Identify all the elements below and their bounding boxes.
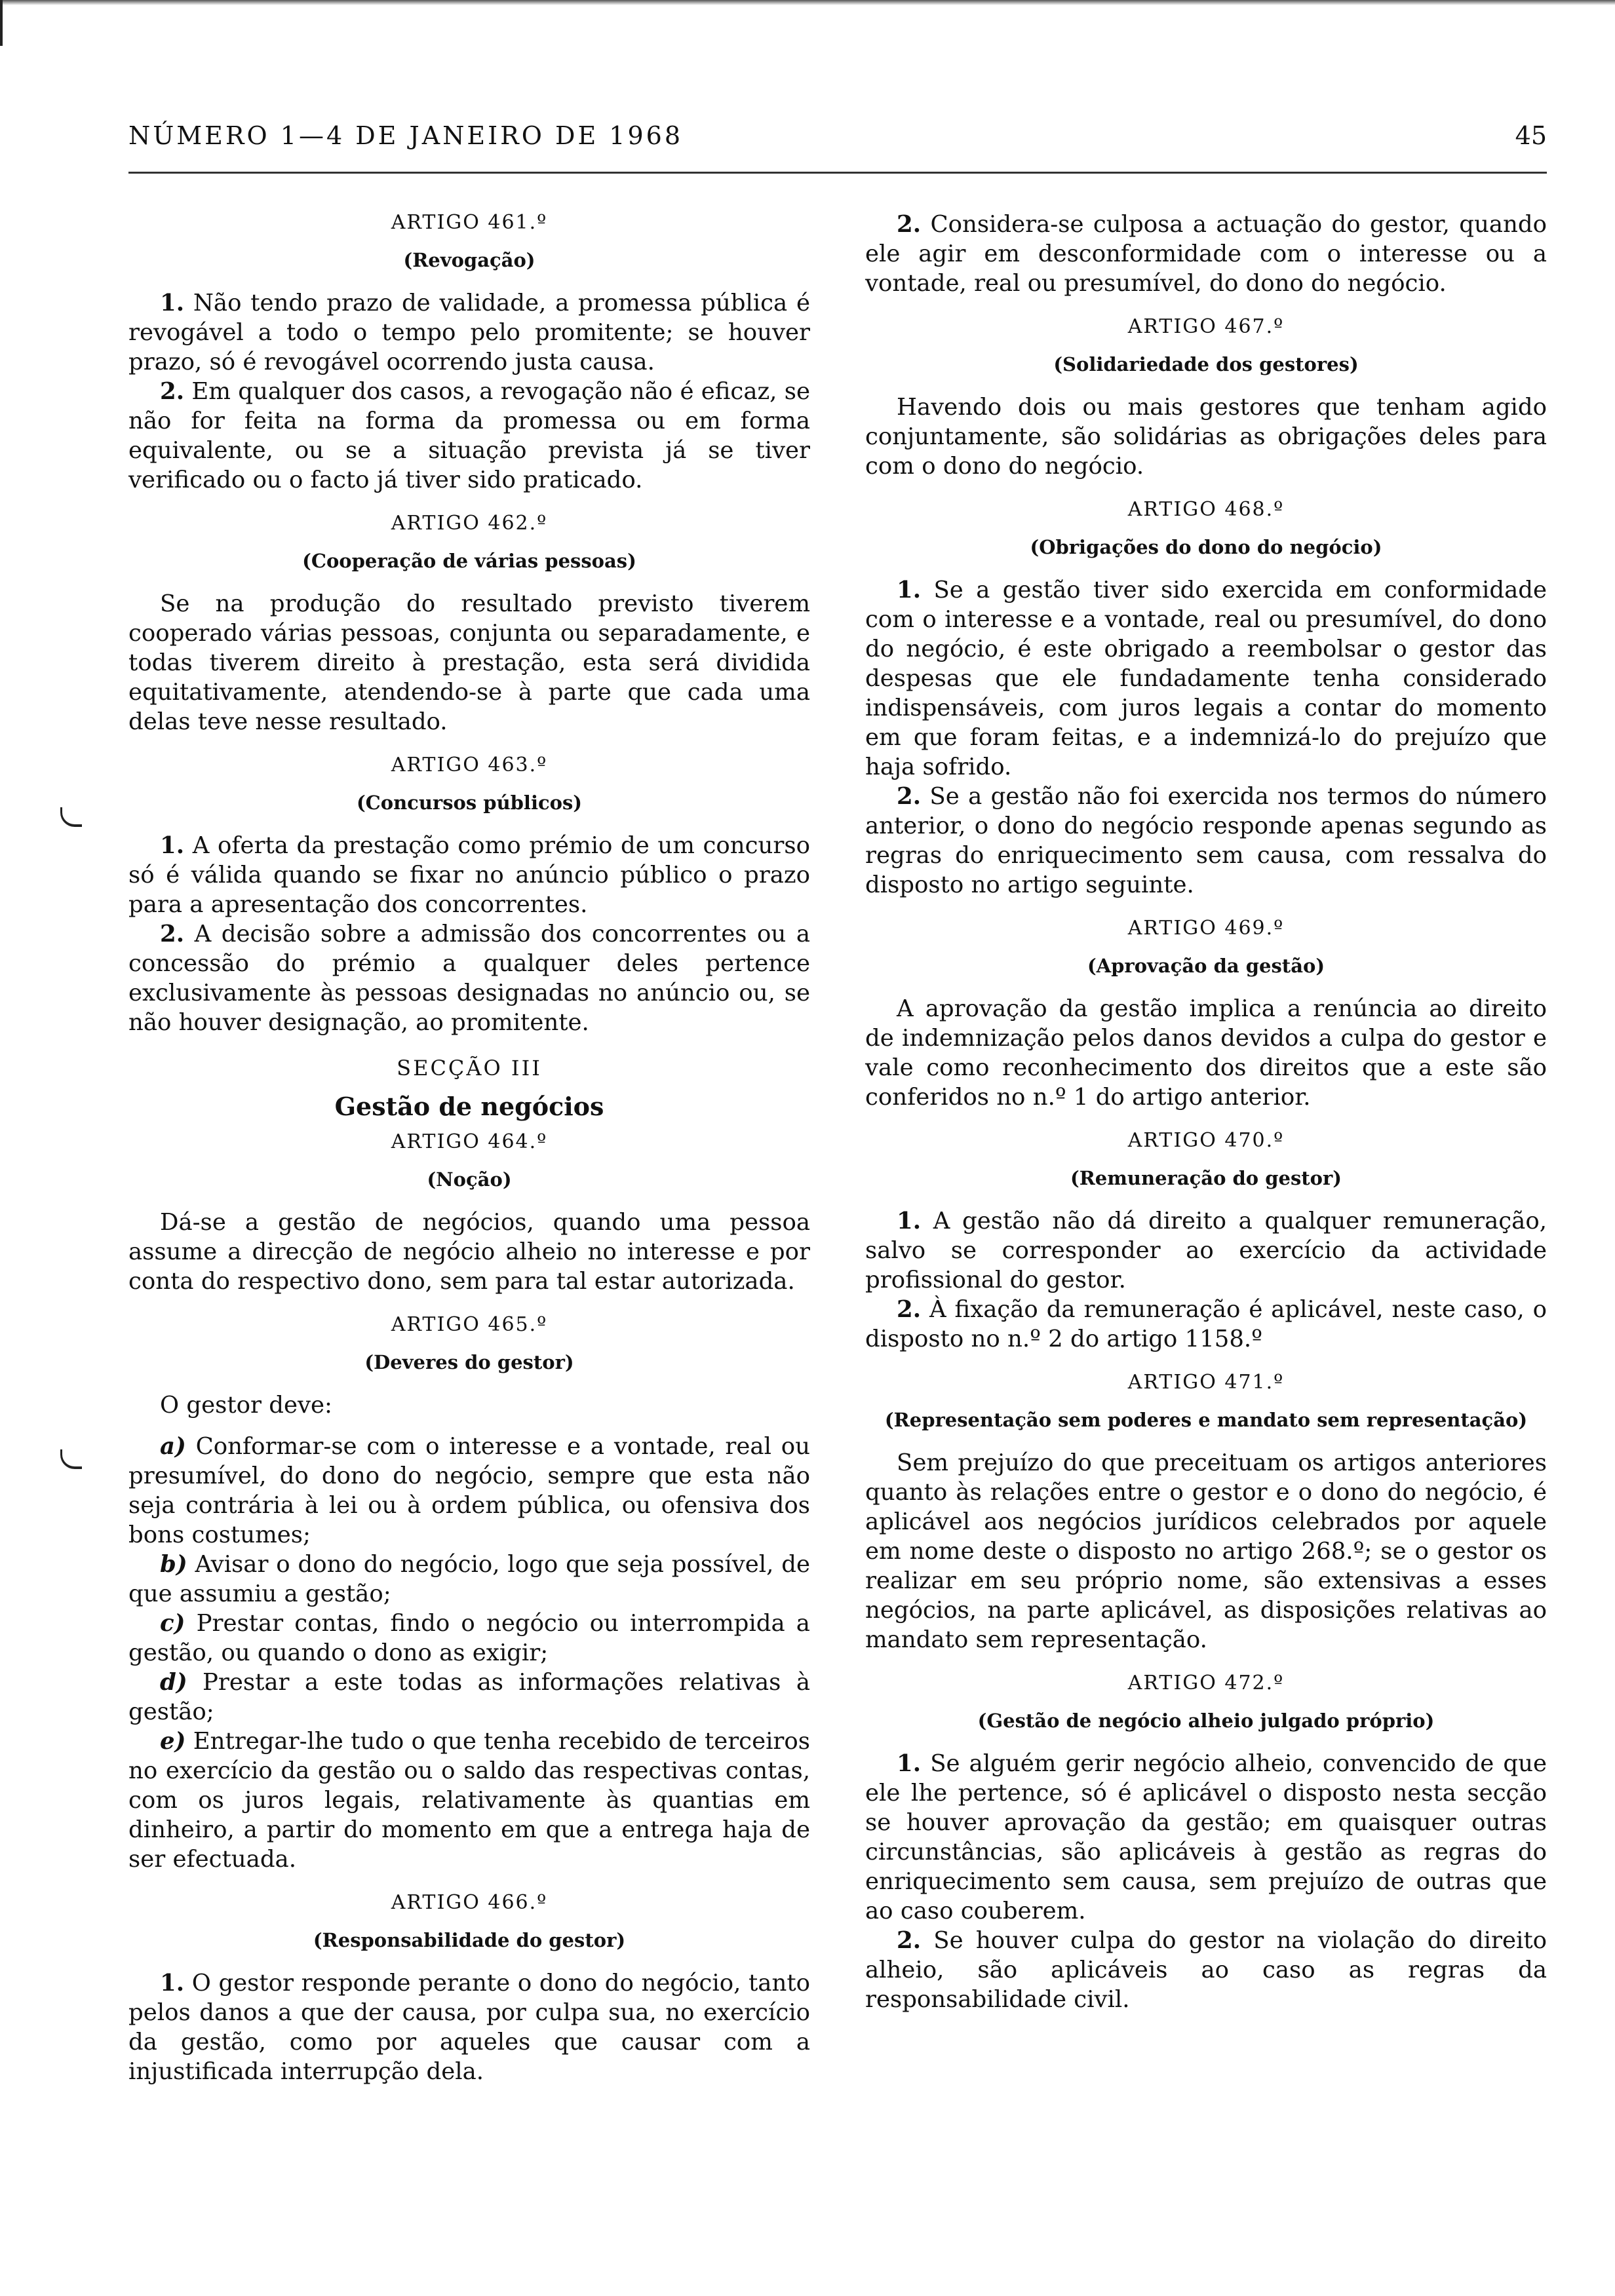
list-item: e) Entregar-lhe tudo o que tenha recebido de terceiros no exercício da gestão ou o saldo das respectivas contas, com os juros legais, relativamente às quantias em dinheiro, a partir do momento em que a entrega haja de ser efectuada.: [128, 1728, 810, 1873]
article-heading: ARTIGO 469.º: [1127, 917, 1285, 940]
paragraph: Se na produção do resultado previsto tiverem cooperado várias pessoas, conjunta ou separadamente, e todas tiverem direito à prestação, esta será dividida equitativamente, atendendo-se à parte que cada uma delas teve nesse resultado.: [128, 590, 810, 735]
paragraph: 1. Não tendo prazo de validade, a promessa pública é revogável a todo o tempo pelo promitente; se houver prazo, só é revogável ocorrendo justa causa.: [128, 290, 810, 375]
list-item: c) Prestar contas, findo o negócio ou interrompida a gestão, ou quando o dono as exigir;: [128, 1610, 810, 1666]
paragraph: 2. Se houver culpa do gestor na violação do direito alheio, são aplicáveis ao caso as regras da responsabilidade civil.: [865, 1927, 1547, 2013]
paragraph: 1. O gestor responde perante o dono do negócio, tanto pelos danos a que der causa, por culpa sua, no exercício da gestão, como por aqueles que causar com a injustificada interrupção dela.: [128, 1970, 810, 2085]
paragraph: 2. Se a gestão não foi exercida nos termos do número anterior, o dono do negócio responde apenas segundo as regras do enriquecimento sem causa, com ressalva do disposto no artigo seguinte.: [865, 783, 1547, 898]
article-title: (Concursos públicos): [356, 792, 583, 814]
list-item: a) Conformar-se com o interesse e a vontade, real ou presumível, do dono do negócio, sempre que esta não seja contrária à lei ou à ordem pública, ou ofensiva dos bons costumes;: [128, 1433, 810, 1548]
page-header: [128, 115, 1547, 161]
paragraph: 1. A oferta da prestação como prémio de um concurso só é válida quando se fixar no anúncio público o prazo para a apresentação dos concorrentes.: [128, 832, 810, 918]
article-title: (Gestão de negócio alheio julgado próprio): [977, 1710, 1435, 1732]
paragraph: A aprovação da gestão implica a renúncia ao direito de indemnização pelos danos devidos a culpa do gestor e vale como reconhecimento dos direitos que a este são conferidos no n.º 1 do artigo anterior.: [865, 995, 1547, 1111]
paragraph: Sem prejuízo do que preceituam os artigos anteriores quanto às relações entre o gestor e o dono do negócio, é aplicável aos negócios jurídicos celebrados por aquele em nome deste o disposto no artigo 268.º; se o gestor os realizar em seu próprio nome, são extensivas a esses negócios, na parte aplicável, as disposições relativas ao mandato sem representação.: [865, 1449, 1547, 1653]
article-title: (Responsabilidade do gestor): [313, 1929, 626, 1951]
scan-left-mark: [0, 0, 3, 46]
paragraph: 1. Se a gestão tiver sido exercida em conformidade com o interesse e a vontade, real ou presumível, do dono do negócio, é este obrigado a reembolsar o gestor das despesas que ele fundadamente tenha considerado indispensáveis, com juros legais a contar do momento em que foram feitas, e a indemnizá-lo do prejuízo que haja sofrido.: [865, 577, 1547, 780]
article-title: (Revogação): [403, 249, 535, 271]
article-heading: ARTIGO 468.º: [1127, 498, 1285, 521]
article-heading: ARTIGO 472.º: [1127, 1672, 1285, 1694]
section-heading: SECÇÃO III: [397, 1056, 542, 1081]
article-heading: ARTIGO 463.º: [391, 754, 548, 776]
article-title: (Deveres do gestor): [364, 1351, 574, 1373]
list-item: b) Avisar o dono do negócio, logo que seja possível, de que assumiu a gestão;: [128, 1551, 810, 1607]
article-heading: ARTIGO 461.º: [391, 211, 548, 234]
article-heading: ARTIGO 466.º: [391, 1891, 548, 1914]
article-heading: ARTIGO 464.º: [391, 1130, 548, 1153]
article-title: (Solidariedade dos gestores): [1053, 353, 1359, 375]
left-column: [128, 210, 810, 2086]
article-heading: ARTIGO 462.º: [391, 512, 548, 535]
right-column: [865, 210, 1547, 2014]
article-title: (Representação sem poderes e mandato sem representação): [884, 1409, 1528, 1431]
article-heading: ARTIGO 471.º: [1127, 1371, 1285, 1394]
article-title: (Obrigações do dono do negócio): [1030, 536, 1382, 558]
paragraph: Havendo dois ou mais gestores que tenham agido conjuntamente, são solidárias as obrigações deles para com o dono do negócio.: [865, 394, 1547, 480]
list-item: d) Prestar a este todas as informações relativas à gestão;: [128, 1669, 810, 1725]
paragraph: Dá-se a gestão de negócios, quando uma pessoa assume a direcção de negócio alheio no interesse e por conta do respectivo dono, sem para tal estar autorizada.: [128, 1209, 810, 1295]
article-heading: ARTIGO 470.º: [1127, 1129, 1285, 1152]
article-title: (Remuneração do gestor): [1070, 1167, 1342, 1189]
margin-mark: [60, 1449, 82, 1469]
article-heading: ARTIGO 465.º: [391, 1313, 548, 1336]
page-number: 45: [1515, 121, 1547, 150]
paragraph: O gestor deve:: [160, 1392, 332, 1419]
article-title: (Noção): [427, 1168, 512, 1191]
section-title: Gestão de negócios: [334, 1092, 604, 1121]
paragraph: 2. À fixação da remuneração é aplicável, neste caso, o disposto no n.º 2 do artigo 1158.º: [865, 1296, 1547, 1352]
paragraph: 1. A gestão não dá direito a qualquer remuneração, salvo se corresponder ao exercício da actividade profissional do gestor.: [865, 1208, 1547, 1293]
margin-mark: [60, 807, 82, 827]
paragraph: 2. Considera-se culposa a actuação do gestor, quando ele agir em desconformidade com o interesse ou a vontade, real ou presumível, do dono do negócio.: [865, 211, 1547, 297]
scan-top-edge: [0, 0, 1615, 5]
header-rule: [128, 172, 1547, 174]
header-issue-date: NÚMERO 1—4 DE JANEIRO DE 1968: [128, 121, 683, 150]
article-heading: ARTIGO 467.º: [1127, 315, 1285, 338]
paragraph: 2. Em qualquer dos casos, a revogação não é eficaz, se não for feita na forma da promessa ou em forma equivalente, ou se a situação prevista já se tiver verificado ou o facto já tiver sido praticado.: [128, 378, 810, 493]
article-title: (Aprovação da gestão): [1087, 955, 1325, 977]
paragraph: 1. Se alguém gerir negócio alheio, convencido de que ele lhe pertence, só é aplicável o disposto nesta secção se houver aprovação da gestão; em quaisquer outras circunstâncias, são aplicáveis à gestão as regras do enriquecimento sem causa, sem prejuízo de outras que ao caso couberem.: [865, 1750, 1547, 1924]
article-title: (Cooperação de várias pessoas): [302, 550, 636, 572]
paragraph: 2. A decisão sobre a admissão dos concorrentes ou a concessão do prémio a qualquer deles pertence exclusivamente às pessoas designadas no anúncio ou, se não houver designação, ao promitente.: [128, 921, 810, 1036]
